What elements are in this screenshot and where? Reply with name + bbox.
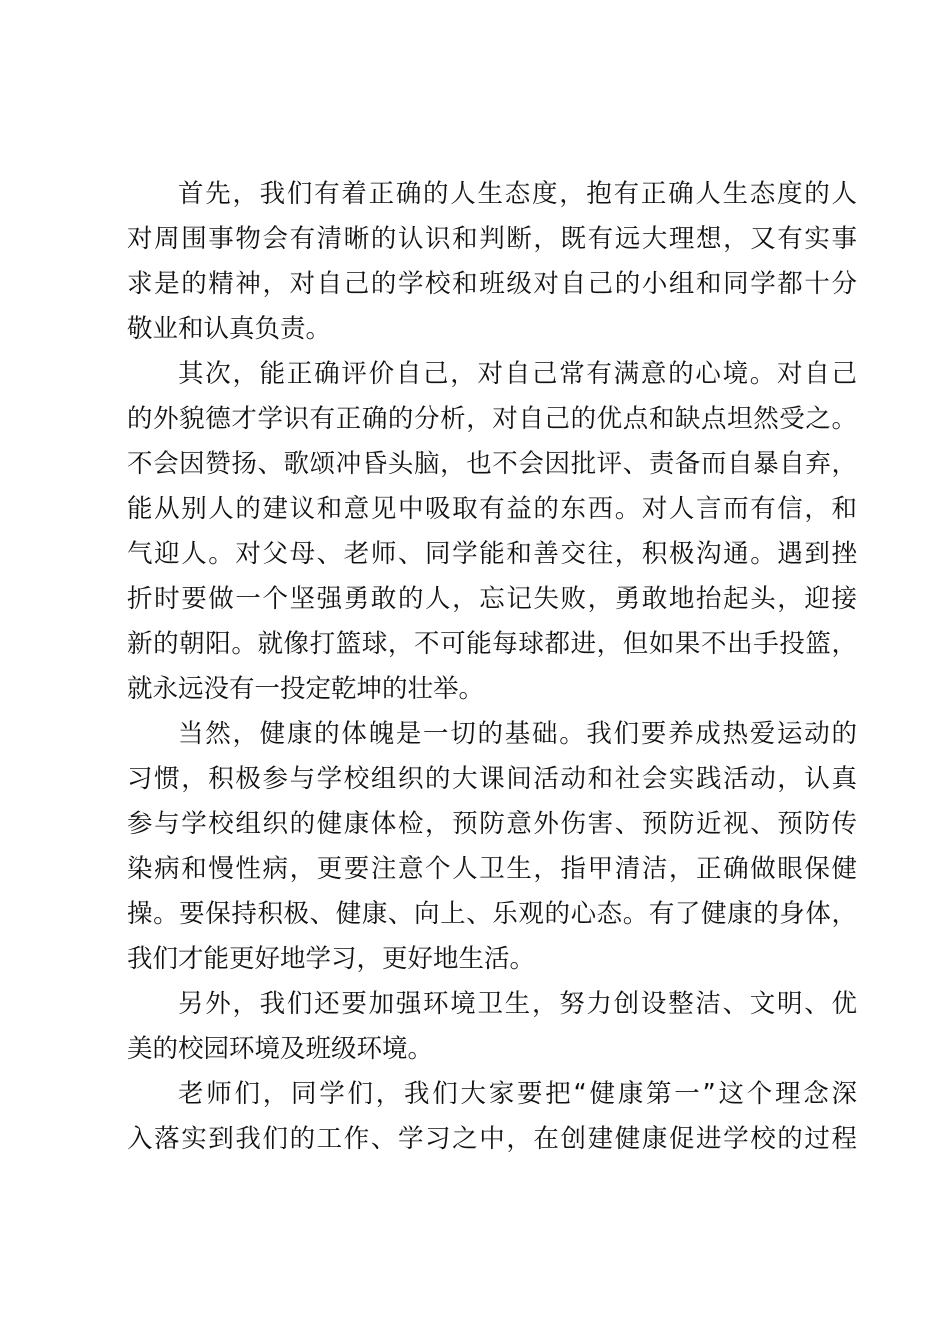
text-line: 美的校园环境及班级环境。 <box>127 1034 434 1064</box>
text-line: 入落实到我们的工作、学习之中，在创建健康促进学校的过程 <box>127 1124 857 1154</box>
paragraph-closing <box>127 1072 857 1162</box>
text-line: 当然，健康的体魄是一切的基础。我们要养成热爱运动的 <box>178 719 857 749</box>
text-line: 操。要保持积极、健康、向上、乐观的心态。有了健康的身体， <box>127 899 857 929</box>
text-line: 新的朝阳。就像打篮球，不可能每球都进，但如果不出手投篮， <box>127 629 857 659</box>
text-line: 参与学校组织的健康体检，预防意外伤害、预防近视、预防传 <box>127 809 857 839</box>
text-line: 敬业和认真负责。 <box>127 314 332 344</box>
text-line: 气迎人。对父母、老师、同学能和善交往，积极沟通。遇到挫 <box>127 539 857 569</box>
text-line: 习惯，积极参与学校组织的大课间活动和社会实践活动，认真 <box>127 764 857 794</box>
text-line: 首先，我们有着正确的人生态度，抱有正确人生态度的人 <box>178 179 857 209</box>
text-line: 折时要做一个坚强勇敢的人，忘记失败，勇敢地抬起头，迎接 <box>127 584 857 614</box>
text-line: 另外，我们还要加强环境卫生，努力创设整洁、文明、优 <box>178 989 857 1019</box>
text-line: 的外貌德才学识有正确的分析，对自己的优点和缺点坦然受之。 <box>127 404 857 434</box>
text-line: 其次，能正确评价自己，对自己常有满意的心境。对自己 <box>178 359 857 389</box>
text-line: 我们才能更好地学习，更好地生活。 <box>127 944 536 974</box>
text-line: 老师们，同学们，我们大家要把“健康第一”这个理念深 <box>178 1079 857 1109</box>
paragraph-health <box>127 712 857 982</box>
paragraph-attitude <box>127 172 857 352</box>
text-line: 能从别人的建议和意见中吸取有益的东西。对人言而有信，和 <box>127 494 857 524</box>
document-body <box>127 172 857 1162</box>
paragraph-self-evaluation <box>127 352 857 712</box>
text-line: 对周围事物会有清晰的认识和判断，既有远大理想，又有实事 <box>127 224 857 254</box>
text-line: 就永远没有一投定乾坤的壮举。 <box>127 674 485 704</box>
text-line: 染病和慢性病，更要注意个人卫生，指甲清洁，正确做眼保健 <box>127 854 857 884</box>
paragraph-environment <box>127 982 857 1072</box>
text-line: 求是的精神，对自己的学校和班级对自己的小组和同学都十分 <box>127 269 857 299</box>
text-line: 不会因赞扬、歌颂冲昏头脑，也不会因批评、责备而自暴自弃， <box>127 449 857 479</box>
